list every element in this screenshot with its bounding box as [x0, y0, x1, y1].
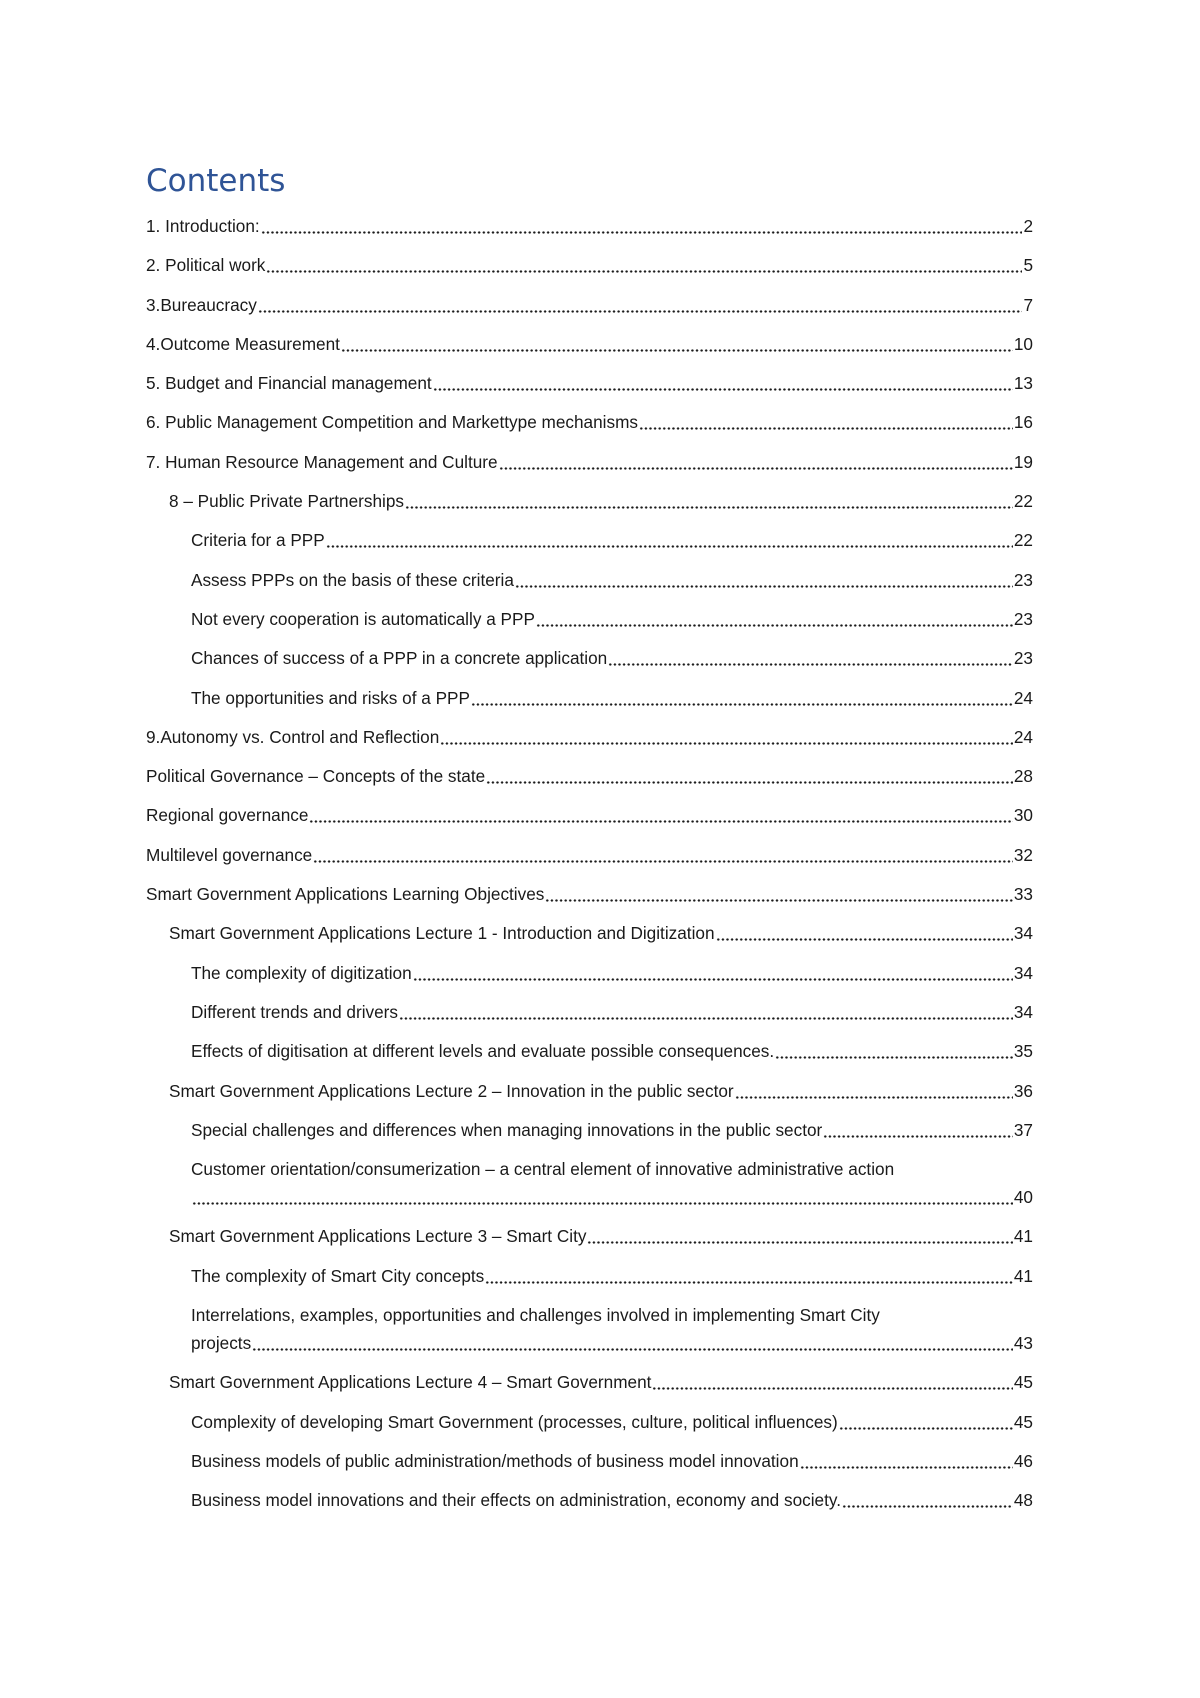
toc-entry[interactable]	[146, 1262, 1033, 1290]
toc-page-number: 32	[1013, 844, 1033, 865]
toc-entry-label: 2. Political work	[146, 255, 266, 276]
toc-dot-leader	[413, 961, 1013, 981]
toc-dot-leader	[800, 1449, 1013, 1469]
toc-entry[interactable]	[146, 762, 1033, 790]
toc-entry[interactable]	[146, 1486, 1033, 1514]
toc-entry-label: The complexity of digitization	[191, 962, 412, 983]
toc-heading: Contents	[146, 163, 286, 199]
toc-page-number: 35	[1013, 1041, 1033, 1062]
toc-page-number: 5	[1023, 255, 1033, 276]
toc-entry-label: Smart Government Applications Learning Objectives	[146, 884, 545, 905]
toc-entry[interactable]	[146, 1301, 1033, 1357]
toc-dot-leader	[735, 1079, 1013, 1099]
toc-dot-leader	[716, 921, 1013, 941]
toc-entry[interactable]	[146, 566, 1033, 594]
toc-page-number: 28	[1013, 766, 1033, 787]
toc-entry[interactable]	[146, 723, 1033, 751]
toc-entry[interactable]	[146, 644, 1033, 672]
toc-entry-label: Complexity of developing Smart Government (processes, culture, political influences)	[191, 1411, 838, 1432]
toc-page-number: 45	[1013, 1411, 1033, 1432]
toc-list	[146, 212, 1033, 1526]
toc-dot-leader	[440, 725, 1013, 745]
toc-dot-leader	[775, 1039, 1013, 1059]
toc-dot-leader	[326, 528, 1013, 548]
toc-page-number: 33	[1013, 884, 1033, 905]
toc-entry-label: Not every cooperation is automatically a PPP	[191, 608, 535, 629]
toc-dot-leader	[823, 1118, 1013, 1138]
toc-entry[interactable]	[146, 801, 1033, 829]
toc-dot-leader	[652, 1370, 1012, 1390]
toc-entry-label-continued: projects	[191, 1333, 252, 1354]
toc-dot-leader	[261, 214, 1023, 234]
toc-entry-label: Smart Government Applications Lecture 3 – Smart City	[169, 1226, 587, 1247]
toc-entry-label: 9.Autonomy vs. Control and Reflection	[146, 726, 440, 747]
toc-dot-leader	[515, 568, 1013, 588]
toc-entry[interactable]	[146, 448, 1033, 476]
toc-page-number: 40	[1013, 1187, 1033, 1208]
toc-entry-label: Smart Government Applications Lecture 2 – Innovation in the public sector	[169, 1080, 734, 1101]
toc-page-number: 23	[1013, 608, 1033, 629]
toc-dot-leader	[486, 764, 1013, 784]
toc-page-number: 7	[1023, 294, 1033, 315]
toc-page-number: 34	[1013, 1001, 1033, 1022]
toc-entry-label: Criteria for a PPP	[191, 530, 325, 551]
toc-entry[interactable]	[146, 605, 1033, 633]
toc-dot-leader	[471, 686, 1013, 706]
toc-entry[interactable]	[146, 1408, 1033, 1436]
toc-entry-continuation	[191, 1329, 1033, 1357]
toc-entry-label: The complexity of Smart City concepts	[191, 1265, 485, 1286]
toc-page-number: 30	[1013, 805, 1033, 826]
toc-entry-label: Assess PPPs on the basis of these criteria	[191, 569, 514, 590]
toc-dot-leader	[536, 607, 1013, 627]
toc-entry-continuation	[191, 1183, 1033, 1211]
toc-page-number: 2	[1023, 216, 1033, 236]
toc-entry[interactable]	[146, 1155, 1033, 1211]
toc-page-number: 10	[1013, 333, 1033, 354]
toc-dot-leader	[192, 1185, 1013, 1205]
toc-page-number: 22	[1013, 491, 1033, 512]
toc-entry-label: Multilevel governance	[146, 844, 313, 865]
toc-dot-leader	[499, 450, 1013, 470]
toc-dot-leader	[587, 1224, 1012, 1244]
toc-entry[interactable]	[146, 1116, 1033, 1144]
toc-entry[interactable]	[146, 369, 1033, 397]
toc-entry[interactable]	[146, 251, 1033, 279]
toc-entry-label: Political Governance – Concepts of the state	[146, 766, 486, 787]
toc-page-number: 23	[1013, 648, 1033, 669]
toc-entry-label: Regional governance	[146, 805, 309, 826]
toc-dot-leader	[545, 882, 1013, 902]
toc-dot-leader	[433, 371, 1013, 391]
toc-entry[interactable]	[146, 880, 1033, 908]
toc-entry-label: 4.Outcome Measurement	[146, 333, 340, 354]
toc-entry[interactable]	[146, 1037, 1033, 1065]
toc-dot-leader	[405, 489, 1013, 509]
toc-entry[interactable]	[146, 998, 1033, 1026]
toc-dot-leader	[252, 1331, 1013, 1351]
toc-entry-label: 6. Public Management Competition and Markettype mechanisms	[146, 412, 638, 433]
toc-entry-label: Different trends and drivers	[191, 1001, 398, 1022]
toc-entry-label: 8 – Public Private Partnerships	[169, 491, 405, 512]
toc-entry[interactable]	[146, 487, 1033, 515]
toc-page-number: 34	[1013, 923, 1033, 944]
toc-page-number: 23	[1013, 569, 1033, 590]
toc-page-number: 22	[1013, 530, 1033, 551]
toc-page-number: 46	[1013, 1450, 1033, 1471]
toc-page-number: 45	[1013, 1372, 1033, 1393]
toc-page-number: 19	[1013, 451, 1033, 472]
toc-entry-label: Interrelations, examples, opportunities and challenges involved in implementing Smart City	[191, 1305, 880, 1326]
toc-page-number: 34	[1013, 962, 1033, 983]
toc-entry-label: The opportunities and risks of a PPP	[191, 687, 470, 708]
toc-entry-label: Effects of digitisation at different levels and evaluate possible consequences.	[191, 1041, 775, 1062]
toc-page-number: 41	[1013, 1265, 1033, 1286]
toc-entry[interactable]	[146, 919, 1033, 947]
toc-entry-label: Special challenges and differences when managing innovations in the public sector	[191, 1119, 823, 1140]
toc-page-number: 24	[1013, 687, 1033, 708]
toc-entry[interactable]	[146, 526, 1033, 554]
toc-entry[interactable]	[146, 1222, 1033, 1250]
toc-page-number: 36	[1013, 1080, 1033, 1101]
toc-entry[interactable]	[146, 408, 1033, 436]
toc-entry[interactable]	[146, 1447, 1033, 1475]
toc-page-number: 48	[1013, 1490, 1033, 1511]
toc-dot-leader	[842, 1488, 1013, 1508]
toc-entry-label: 5. Budget and Financial management	[146, 373, 432, 394]
toc-page-number: 24	[1013, 726, 1033, 747]
toc-dot-leader	[313, 843, 1013, 863]
toc-page-number: 13	[1013, 373, 1033, 394]
toc-entry-label: Business model innovations and their effects on administration, economy and society.	[191, 1490, 841, 1511]
toc-entry[interactable]	[146, 291, 1033, 319]
toc-page-number: 16	[1013, 412, 1033, 433]
toc-entry-label: 7. Human Resource Management and Culture	[146, 451, 498, 472]
toc-dot-leader	[639, 410, 1013, 430]
toc-entry-label: Smart Government Applications Lecture 4 – Smart Government	[169, 1372, 652, 1393]
toc-entry[interactable]	[146, 212, 1033, 240]
toc-entry-label: Customer orientation/consumerization – a central element of innovative administrative action	[191, 1159, 895, 1180]
toc-page-number: 37	[1013, 1119, 1033, 1140]
toc-dot-leader	[485, 1264, 1013, 1284]
toc-entry-label: 1. Introduction:	[146, 216, 260, 236]
toc-dot-leader	[266, 253, 1022, 273]
toc-entry-label: Chances of success of a PPP in a concrete application	[191, 648, 608, 669]
toc-dot-leader	[399, 1000, 1013, 1020]
toc-entry[interactable]	[146, 1368, 1033, 1396]
toc-entry-label: 3.Bureaucracy	[146, 294, 257, 315]
toc-entry-label: Smart Government Applications Lecture 1 - Introduction and Digitization	[169, 923, 715, 944]
toc-entry[interactable]	[146, 684, 1033, 712]
toc-entry[interactable]	[146, 841, 1033, 869]
toc-dot-leader	[839, 1410, 1013, 1430]
toc-dot-leader	[309, 803, 1012, 823]
toc-page-number: 41	[1013, 1226, 1033, 1247]
toc-dot-leader	[258, 293, 1023, 313]
toc-entry-label: Business models of public administration/methods of business model innovation	[191, 1450, 799, 1471]
toc-dot-leader	[341, 332, 1013, 352]
toc-entry[interactable]	[146, 1077, 1033, 1105]
toc-entry[interactable]	[146, 959, 1033, 987]
toc-page-number: 43	[1013, 1333, 1033, 1354]
toc-dot-leader	[608, 646, 1013, 666]
toc-entry[interactable]	[146, 330, 1033, 358]
